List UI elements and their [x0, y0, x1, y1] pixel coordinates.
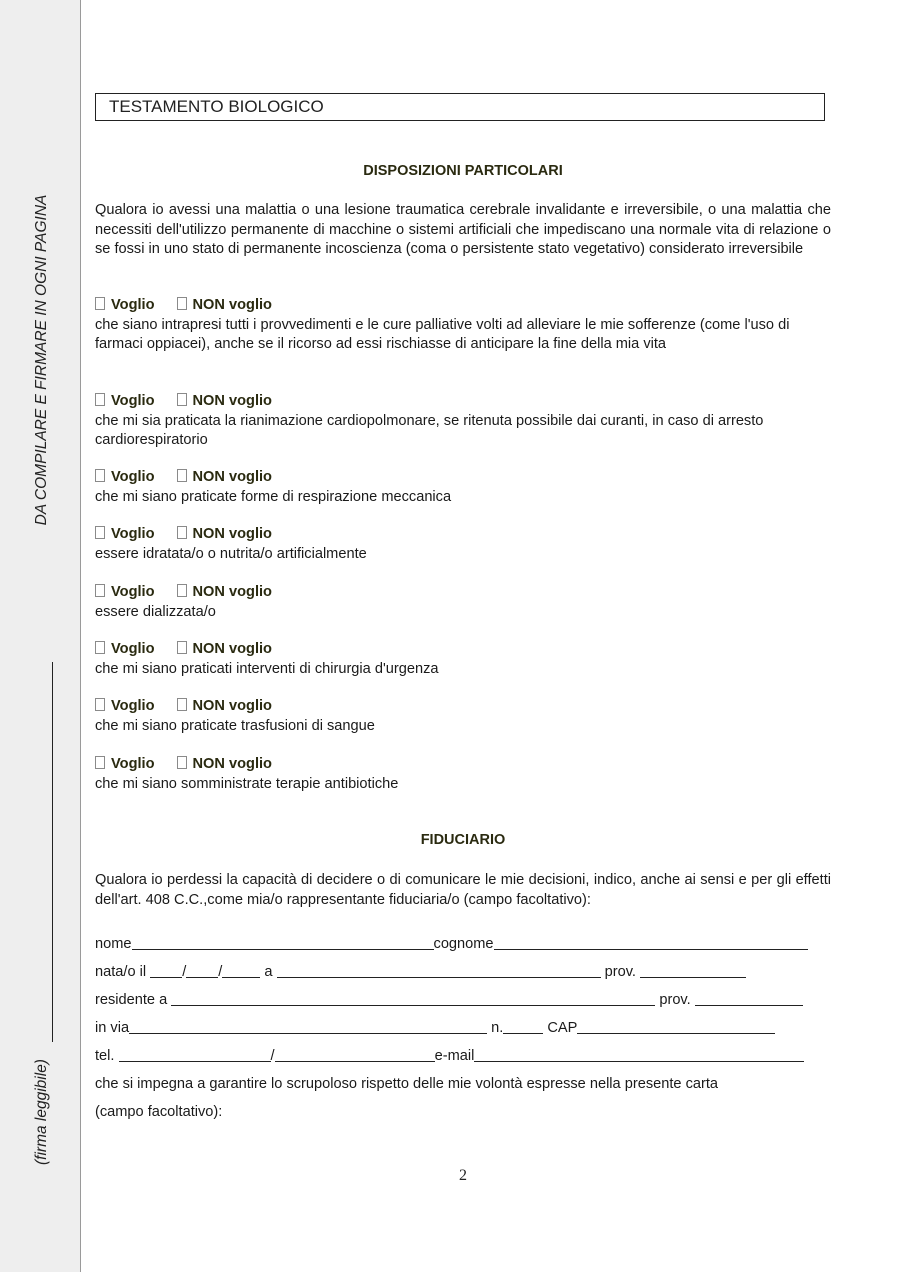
voglio-checkbox[interactable]: [95, 698, 105, 711]
email-label: e-mail: [434, 1048, 475, 1064]
signature-line[interactable]: [52, 662, 53, 1042]
non-voglio-checkbox[interactable]: [177, 641, 187, 654]
non-voglio-label: NON voglio: [192, 526, 272, 542]
non-voglio-label: NON voglio: [192, 469, 272, 485]
non-voglio-label: NON voglio: [192, 297, 272, 313]
signature-label: (firma leggibile): [33, 1059, 50, 1165]
choice-options: [95, 697, 831, 717]
choice-options: [95, 583, 831, 603]
a-label: a: [264, 964, 273, 980]
choice-item: [95, 640, 831, 679]
cap-label: CAP: [547, 1020, 578, 1036]
tel-line-2[interactable]: [275, 1044, 435, 1062]
choice-description: che mi siano praticati interventi di chirurgia d'urgenza: [95, 660, 439, 677]
choice-options: [95, 525, 831, 545]
closing-note: (campo facoltativo):: [95, 1104, 223, 1120]
non-voglio-checkbox[interactable]: [177, 297, 187, 310]
closing-text: che si impegna a garantire lo scrupoloso rispetto delle mie volontà espresse nella presente carta: [95, 1076, 719, 1092]
nome-input-line[interactable]: [132, 932, 434, 950]
residence-prov-line[interactable]: [695, 988, 803, 1006]
field-row-birth: [95, 958, 831, 986]
voglio-checkbox[interactable]: [95, 584, 105, 597]
choice-description: essere dializzata/o: [95, 603, 216, 620]
choice-item: [95, 392, 831, 451]
document-title-box: TESTAMENTO BIOLOGICO: [95, 93, 825, 121]
fiduciario-fields: [95, 930, 831, 1126]
non-voglio-label: NON voglio: [192, 584, 272, 600]
choice-item: [95, 583, 831, 622]
nato-label: nata/o il: [95, 964, 147, 980]
choice-description: che mi sia praticata la rianimazione cardiopolmonare, se ritenuta possibile dai curanti, in caso di arresto cardiorespiratorio: [95, 412, 764, 448]
birth-prov-line[interactable]: [640, 960, 746, 978]
email-line[interactable]: [474, 1044, 804, 1062]
nome-label: nome: [95, 936, 132, 952]
field-row-contact: [95, 1042, 831, 1070]
disposizioni-intro: Qualora io avessi una malattia o una lesione traumatica cerebrale invalidante e irreversibile, o una malattia che necessiti dell'utilizzo permanente di macchine o sistemi artificiali che impediscano una normale vita di relazione o se fossi in uno stato di permanente incoscienza (coma o persistente stato vegetativo) considerato irreversibile: [95, 202, 831, 257]
residence-line[interactable]: [171, 988, 655, 1006]
residente-label: residente a: [95, 992, 168, 1008]
left-margin-strip: [0, 0, 81, 1272]
voglio-label: Voglio: [111, 756, 155, 772]
choice-description: che mi siano praticate trasfusioni di sangue: [95, 717, 375, 734]
tel-slash: /: [270, 1048, 275, 1064]
voglio-label: Voglio: [111, 393, 155, 409]
choice-item: [95, 468, 831, 507]
voglio-label: Voglio: [111, 584, 155, 600]
choice-item: [95, 697, 831, 736]
date-slash: /: [182, 964, 187, 980]
voglio-label: Voglio: [111, 297, 155, 313]
voglio-checkbox[interactable]: [95, 297, 105, 310]
choice-description: che mi siano praticate forme di respirazione meccanica: [95, 488, 452, 505]
section-title-disposizioni: DISPOSIZIONI PARTICOLARI: [363, 163, 563, 179]
choice-description: che siano intrapresi tutti i provvedimenti e le cure palliative volti ad alleviare le mie sofferenze (come l'uso di farmaci oppiacei), anche se il ricorso ad essi rischiasse di anticipare la fine della mia vita: [95, 316, 790, 352]
house-number-line[interactable]: [503, 1016, 543, 1034]
non-voglio-label: NON voglio: [192, 393, 272, 409]
voglio-checkbox[interactable]: [95, 469, 105, 482]
voglio-checkbox[interactable]: [95, 756, 105, 769]
choice-options: [95, 468, 831, 488]
non-voglio-checkbox[interactable]: [177, 584, 187, 597]
birth-place-line[interactable]: [277, 960, 601, 978]
section-title-fiduciario: FIDUCIARIO: [420, 832, 506, 848]
voglio-label: Voglio: [111, 526, 155, 542]
margin-instruction: DA COMPILARE E FIRMARE IN OGNI PAGINA: [33, 194, 50, 526]
prov-label: prov.: [659, 992, 691, 1008]
cognome-label: cognome: [433, 936, 494, 952]
non-voglio-label: NON voglio: [192, 698, 272, 714]
choice-item: [95, 296, 831, 355]
voglio-checkbox[interactable]: [95, 393, 105, 406]
voglio-label: Voglio: [111, 641, 155, 657]
tel-label: tel.: [95, 1048, 115, 1064]
date-slash: /: [218, 964, 223, 980]
field-row-address: [95, 1014, 831, 1042]
tel-line-1[interactable]: [119, 1044, 271, 1062]
cap-line[interactable]: [577, 1016, 775, 1034]
prov-label: prov.: [604, 964, 636, 980]
field-row-residence: [95, 986, 831, 1014]
choice-options: [95, 296, 831, 316]
non-voglio-checkbox[interactable]: [177, 698, 187, 711]
choice-options: [95, 392, 831, 412]
voglio-label: Voglio: [111, 469, 155, 485]
choice-item: [95, 755, 831, 794]
birth-day-line[interactable]: [150, 960, 182, 978]
choice-description: essere idratata/o o nutrita/o artificialmente: [95, 545, 367, 562]
birth-year-line[interactable]: [222, 960, 260, 978]
non-voglio-checkbox[interactable]: [177, 756, 187, 769]
via-line[interactable]: [129, 1016, 487, 1034]
cognome-input-line[interactable]: [494, 932, 808, 950]
non-voglio-label: NON voglio: [192, 756, 272, 772]
via-label: in via: [95, 1020, 130, 1036]
choice-description: che mi siano somministrate terapie antibiotiche: [95, 775, 399, 792]
non-voglio-checkbox[interactable]: [177, 469, 187, 482]
choice-options: [95, 640, 831, 660]
voglio-label: Voglio: [111, 698, 155, 714]
non-voglio-checkbox[interactable]: [177, 526, 187, 539]
voglio-checkbox[interactable]: [95, 526, 105, 539]
birth-month-line[interactable]: [186, 960, 218, 978]
fiduciario-intro: Qualora io perdessi la capacità di decidere o di comunicare le mie decisioni, indico, anche ai sensi e per gli effetti dell'art. 408 C.C.,come mia/o rappresentante fiduciaria/o (campo facoltativo):: [95, 872, 831, 908]
choice-item: [95, 525, 831, 564]
page-number: 2: [459, 1167, 467, 1184]
n-label: n.: [491, 1020, 504, 1036]
voglio-checkbox[interactable]: [95, 641, 105, 654]
choice-options: [95, 755, 831, 775]
non-voglio-checkbox[interactable]: [177, 393, 187, 406]
non-voglio-label: NON voglio: [192, 641, 272, 657]
field-row-name: [95, 930, 831, 958]
